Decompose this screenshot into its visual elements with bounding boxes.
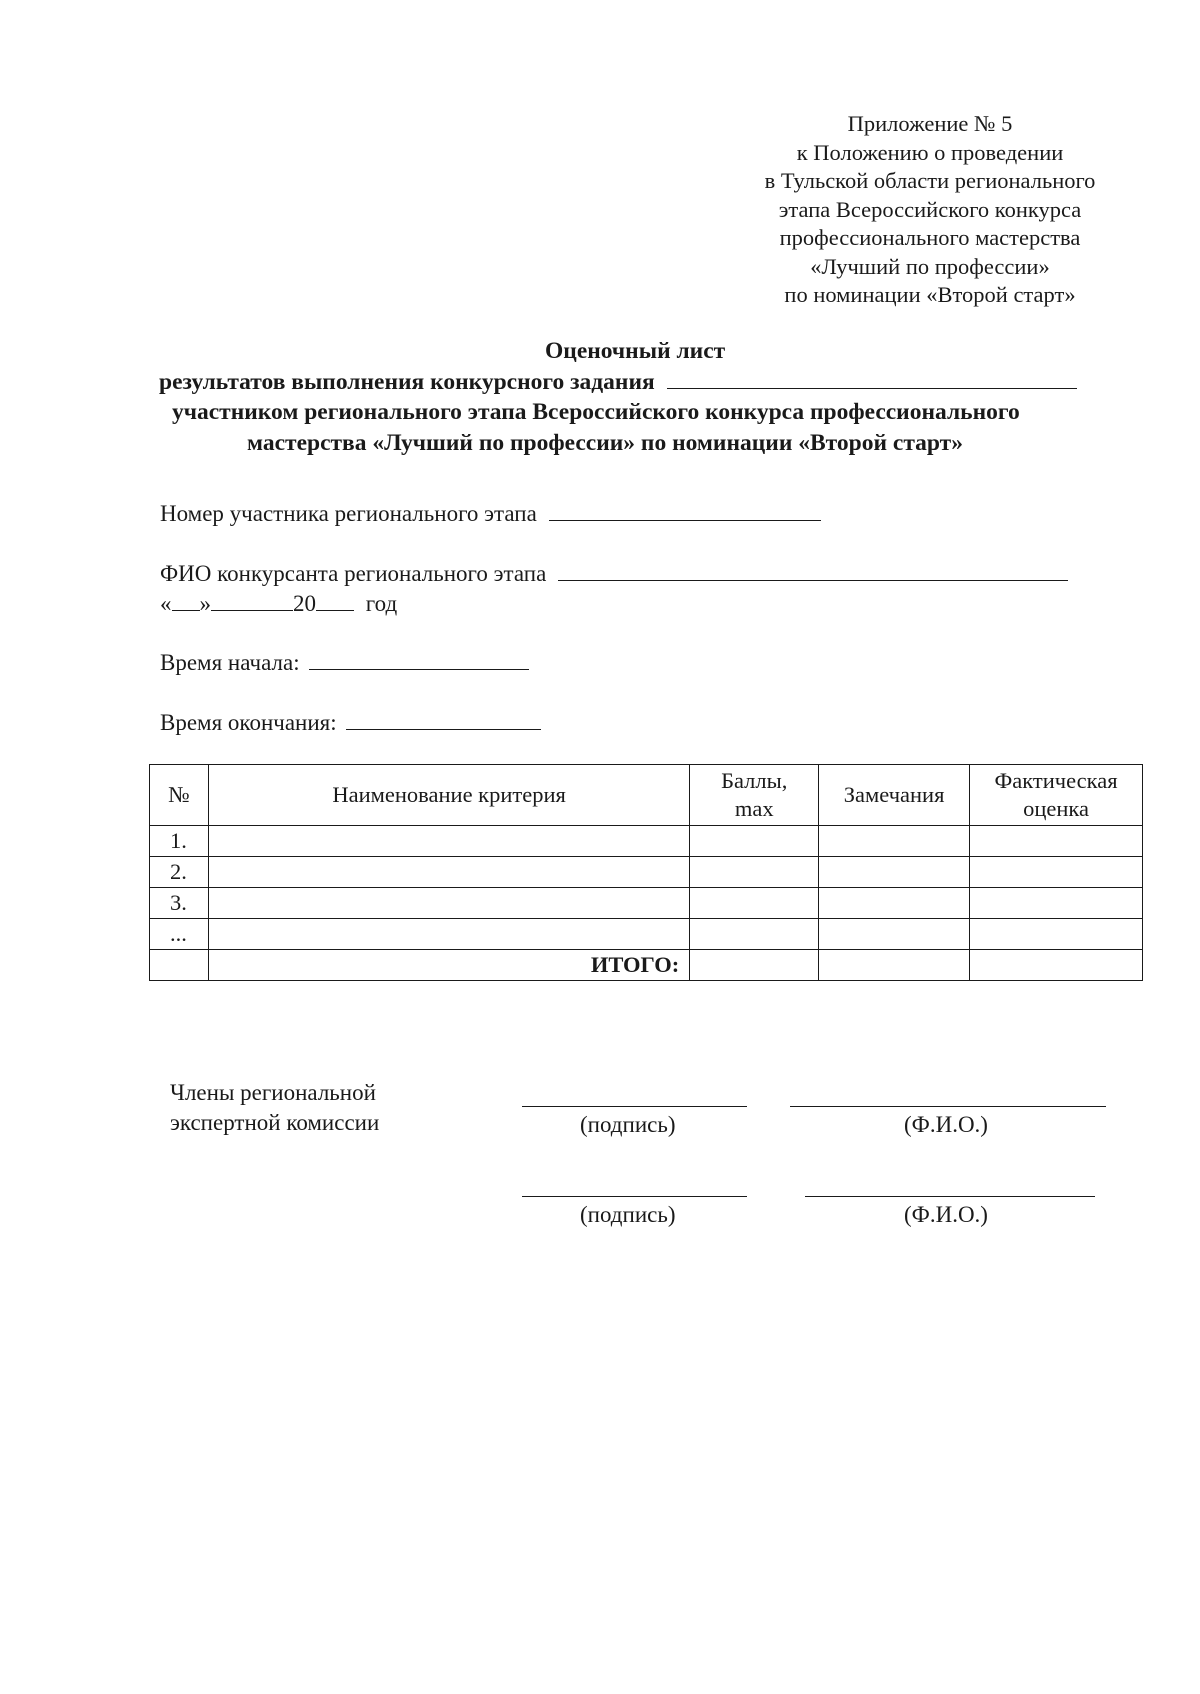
participant-number-label: Номер участника регионального этапа bbox=[160, 501, 537, 526]
header-num: № bbox=[150, 765, 209, 826]
criterion-cell[interactable] bbox=[208, 888, 689, 919]
actual-score-cell[interactable] bbox=[970, 826, 1143, 857]
points-cell[interactable] bbox=[690, 919, 819, 950]
header-criterion: Наименование критерия bbox=[208, 765, 689, 826]
points-cell[interactable] bbox=[690, 826, 819, 857]
header-points-line2: max bbox=[734, 796, 774, 821]
remarks-cell[interactable] bbox=[819, 919, 970, 950]
header-actual-line1: Фактическая bbox=[994, 768, 1118, 793]
signature-line-2[interactable] bbox=[522, 1196, 747, 1197]
row-number: 1. bbox=[150, 826, 209, 857]
signature-caption-2: (подпись) bbox=[580, 1202, 676, 1227]
start-time-row bbox=[160, 649, 529, 676]
annex-line: «Лучший по профессии» bbox=[810, 253, 1050, 279]
fio-caption-2: (Ф.И.О.) bbox=[904, 1202, 988, 1227]
fio-caption-1: (Ф.И.О.) bbox=[904, 1112, 988, 1137]
criterion-cell[interactable] bbox=[208, 857, 689, 888]
date-row bbox=[160, 590, 397, 617]
annex-line: этапа Всероссийского конкурса bbox=[778, 196, 1082, 222]
header-actual-score bbox=[970, 765, 1143, 826]
header-remarks: Замечания bbox=[819, 765, 970, 826]
header-points bbox=[690, 765, 819, 826]
commission-line2: экспертной комиссии bbox=[170, 1110, 380, 1135]
fio-line-2[interactable] bbox=[805, 1196, 1095, 1197]
total-label: ИТОГО: bbox=[208, 950, 689, 981]
start-time-blank[interactable] bbox=[309, 649, 529, 670]
header-actual-line2: оценка bbox=[1023, 796, 1089, 821]
total-row bbox=[150, 950, 1143, 981]
title-line-task bbox=[159, 368, 1077, 396]
criteria-table bbox=[149, 764, 1143, 981]
fio-line-1[interactable] bbox=[790, 1106, 1106, 1107]
total-points-cell[interactable] bbox=[690, 950, 819, 981]
title-line-contest: мастерства «Лучший по профессии» по номинации «Второй старт» bbox=[247, 430, 963, 456]
date-year-suffix: год bbox=[365, 591, 398, 616]
end-time-blank[interactable] bbox=[346, 709, 541, 730]
actual-score-cell[interactable] bbox=[970, 888, 1143, 919]
fio-label: ФИО конкурсанта регионального этапа bbox=[160, 561, 547, 586]
actual-score-cell[interactable] bbox=[970, 919, 1143, 950]
task-name-blank[interactable] bbox=[667, 368, 1077, 389]
table-row bbox=[150, 888, 1143, 919]
end-time-label: Время окончания: bbox=[160, 710, 337, 735]
points-cell[interactable] bbox=[690, 888, 819, 919]
total-remarks-cell[interactable] bbox=[819, 950, 970, 981]
actual-score-cell[interactable] bbox=[970, 857, 1143, 888]
remarks-cell[interactable] bbox=[819, 826, 970, 857]
date-year-prefix: 20 bbox=[293, 591, 316, 616]
date-open-quote: « bbox=[160, 591, 172, 616]
fio-blank[interactable] bbox=[558, 560, 1068, 581]
participant-number-row bbox=[160, 500, 821, 527]
month-blank[interactable] bbox=[211, 590, 293, 611]
table-row bbox=[150, 857, 1143, 888]
commission-label bbox=[170, 1078, 379, 1138]
start-time-label: Время начала: bbox=[160, 650, 300, 675]
title-line-participant: участником регионального этапа Всероссийского конкурса профессионального bbox=[172, 399, 1020, 425]
annex-line: по номинации «Второй старт» bbox=[784, 282, 1076, 307]
row-number: 3. bbox=[150, 888, 209, 919]
signature-caption-1: (подпись) bbox=[580, 1112, 676, 1137]
header-points-line1: Баллы, bbox=[721, 768, 788, 793]
points-cell[interactable] bbox=[690, 857, 819, 888]
signature-line-1[interactable] bbox=[522, 1106, 747, 1107]
criterion-cell[interactable] bbox=[208, 826, 689, 857]
participant-number-blank[interactable] bbox=[549, 500, 821, 521]
document-title: Оценочный лист bbox=[545, 338, 726, 364]
table-row bbox=[150, 919, 1143, 950]
criterion-cell[interactable] bbox=[208, 919, 689, 950]
row-number: 2. bbox=[150, 857, 209, 888]
year-blank[interactable] bbox=[316, 590, 354, 611]
title-task-text: результатов выполнения конкурсного задания bbox=[159, 369, 655, 395]
remarks-cell[interactable] bbox=[819, 888, 970, 919]
annex-header bbox=[720, 110, 1140, 310]
annex-line: Приложение № 5 bbox=[847, 111, 1013, 136]
annex-line: в Тульской области регионального bbox=[764, 168, 1096, 193]
day-blank[interactable] bbox=[172, 590, 200, 611]
row-number: ... bbox=[150, 919, 209, 950]
annex-line: к Положению о проведении bbox=[796, 139, 1064, 165]
end-time-row bbox=[160, 709, 541, 736]
annex-line: профессионального мастерства bbox=[779, 225, 1081, 250]
total-num-cell bbox=[150, 950, 209, 981]
total-actual-score-cell[interactable] bbox=[970, 950, 1143, 981]
fio-row bbox=[160, 560, 1068, 587]
table-header-row bbox=[150, 765, 1143, 826]
remarks-cell[interactable] bbox=[819, 857, 970, 888]
date-close-quote: » bbox=[199, 591, 211, 616]
table-row bbox=[150, 826, 1143, 857]
commission-line1: Члены региональной bbox=[170, 1080, 376, 1105]
